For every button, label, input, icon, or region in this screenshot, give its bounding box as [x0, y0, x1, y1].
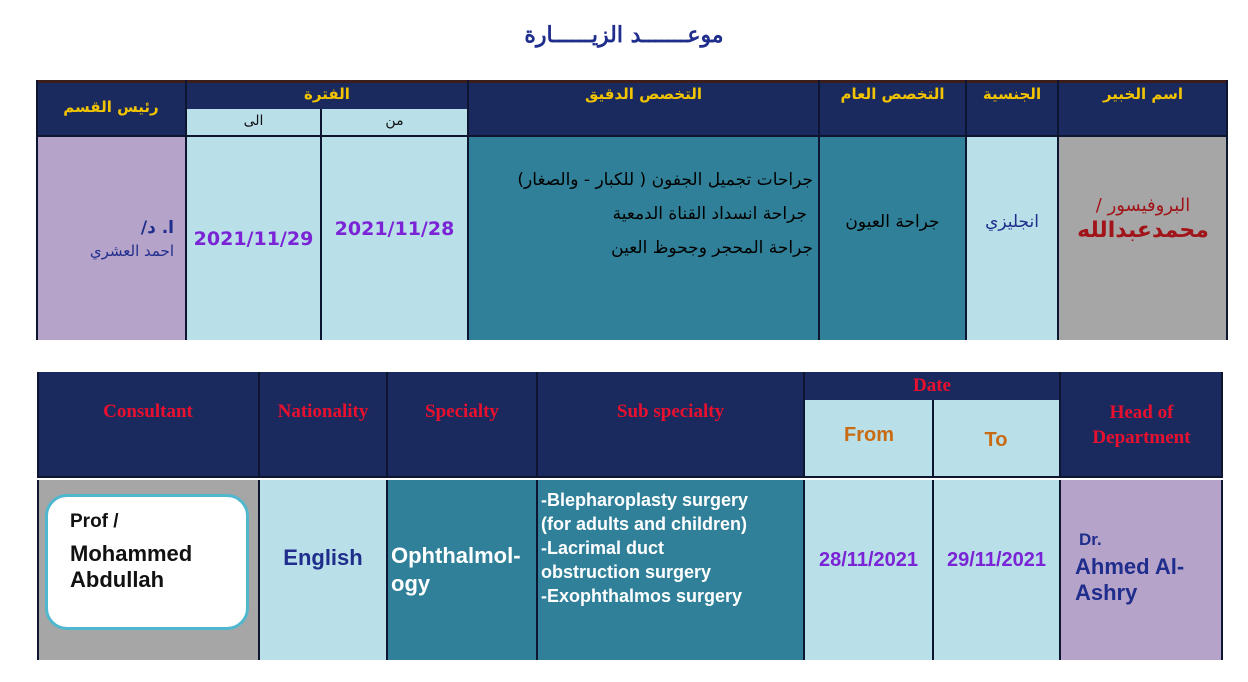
- header-specialty: Specialty: [425, 401, 499, 422]
- header-sub-specialty: Sub specialty: [616, 401, 725, 422]
- arabic-from-cell: [321, 137, 468, 340]
- head-name-en-2: Ashry: [1075, 580, 1138, 605]
- grid-line: [36, 80, 38, 340]
- grid-line: [36, 135, 1228, 137]
- page-title: موعـــــــد الزيــــــارة: [524, 22, 724, 48]
- header-nationality: الجنسية: [982, 85, 1042, 103]
- head-name: احمد العشري: [89, 241, 174, 260]
- sub-specialty-line: جراحة المحجر وجحوظ العين: [611, 238, 813, 258]
- sub-specialty-line: جراحة انسداد القناة الدمعية: [612, 204, 807, 224]
- grid-line: [467, 80, 469, 340]
- arabic-head-cell: [36, 137, 186, 340]
- header-consultant: Consultant: [103, 401, 193, 422]
- english-head-cell: [1060, 480, 1223, 660]
- arabic-table: [36, 80, 1228, 340]
- english-consultant-cell: [37, 480, 259, 660]
- grid-line: [965, 80, 967, 340]
- arabic-expert-cell: [1058, 137, 1228, 340]
- grid-line: [932, 400, 934, 660]
- header-expert-name: اسم الخبير: [1102, 85, 1184, 103]
- header-from: من: [385, 113, 404, 129]
- table-top-border: [36, 80, 1228, 83]
- head-name-en-1: Ahmed Al-: [1075, 554, 1185, 579]
- grid-line: [1057, 80, 1059, 340]
- header-to: To: [984, 429, 1008, 451]
- english-table: [37, 372, 1223, 660]
- nationality-en: English: [283, 545, 363, 570]
- header-general-specialty: التخصص العام: [840, 85, 945, 103]
- grid-line: [386, 372, 388, 660]
- grid-line: [536, 372, 538, 660]
- grid-line: [37, 372, 39, 660]
- expert-name: محمدعبدالله: [1077, 217, 1209, 243]
- arabic-sub-specialty-cell: [468, 137, 819, 340]
- consultant-name-2: Abdullah: [70, 567, 165, 592]
- nationality: انجليزي: [985, 211, 1039, 232]
- sub-specialty-line: -Exophthalmos surgery: [541, 586, 743, 606]
- header-period: الفترة: [304, 85, 350, 103]
- arabic-general-specialty-cell: [819, 137, 966, 340]
- sub-specialty-line: -Blepharoplasty surgery: [541, 490, 749, 510]
- header-from: From: [844, 424, 894, 446]
- sub-specialty-line: (for adults and children): [541, 514, 748, 534]
- grid-line: [803, 372, 805, 660]
- header-head-of-department: [1060, 400, 1223, 450]
- to-date-en: 29/11/2021: [947, 548, 1046, 571]
- header-head-of-department: رئيس القسم: [63, 98, 159, 116]
- head-title: ا. د/: [140, 217, 174, 238]
- sub-specialty-line: -Lacrimal duct: [541, 538, 665, 558]
- head-title-en: Dr.: [1079, 530, 1102, 549]
- grid-line: [1226, 80, 1228, 340]
- from-date-en: 28/11/2021: [819, 548, 918, 571]
- consultant-name-1: Mohammed: [70, 541, 193, 566]
- arabic-nationality-cell: [966, 137, 1058, 340]
- grid-line: [258, 372, 260, 660]
- grid-line: [37, 478, 1223, 480]
- arabic-to-cell: [186, 137, 321, 340]
- consultant-title: Prof /: [70, 511, 119, 532]
- english-sub-specialty-cell: [537, 480, 804, 660]
- expert-title: البروفيسور /: [1095, 194, 1191, 216]
- grid-line: [1059, 372, 1061, 660]
- grid-line: [1221, 372, 1223, 660]
- header-nationality: Nationality: [277, 401, 369, 422]
- specialty-line-2: ogy: [391, 571, 431, 596]
- general-specialty: جراحة العيون: [845, 211, 940, 232]
- from-date: 2021/11/28: [334, 217, 455, 240]
- to-date: 2021/11/29: [193, 227, 314, 250]
- grid-line: [185, 80, 187, 340]
- grid-line: [818, 80, 820, 340]
- header-head-line-2: Department: [1092, 427, 1191, 448]
- header-date: Date: [913, 375, 951, 396]
- grid-line: [320, 109, 322, 340]
- header-sub-specialty: التخصص الدقيق: [584, 85, 703, 103]
- english-to-cell: [933, 480, 1060, 660]
- english-specialty-cell: [387, 480, 537, 660]
- consultant-card: [45, 494, 249, 630]
- specialty-line-1: Ophthalmol-: [391, 543, 521, 568]
- header-to: الى: [243, 113, 264, 129]
- sub-specialty-line: obstruction surgery: [541, 562, 712, 582]
- sub-specialty-line: جراحات تجميل الجفون ( للكبار - والصغار): [517, 170, 813, 190]
- header-head-line-1: Head of: [1109, 402, 1174, 423]
- english-from-cell: [804, 480, 933, 660]
- english-nationality-cell: [259, 480, 387, 660]
